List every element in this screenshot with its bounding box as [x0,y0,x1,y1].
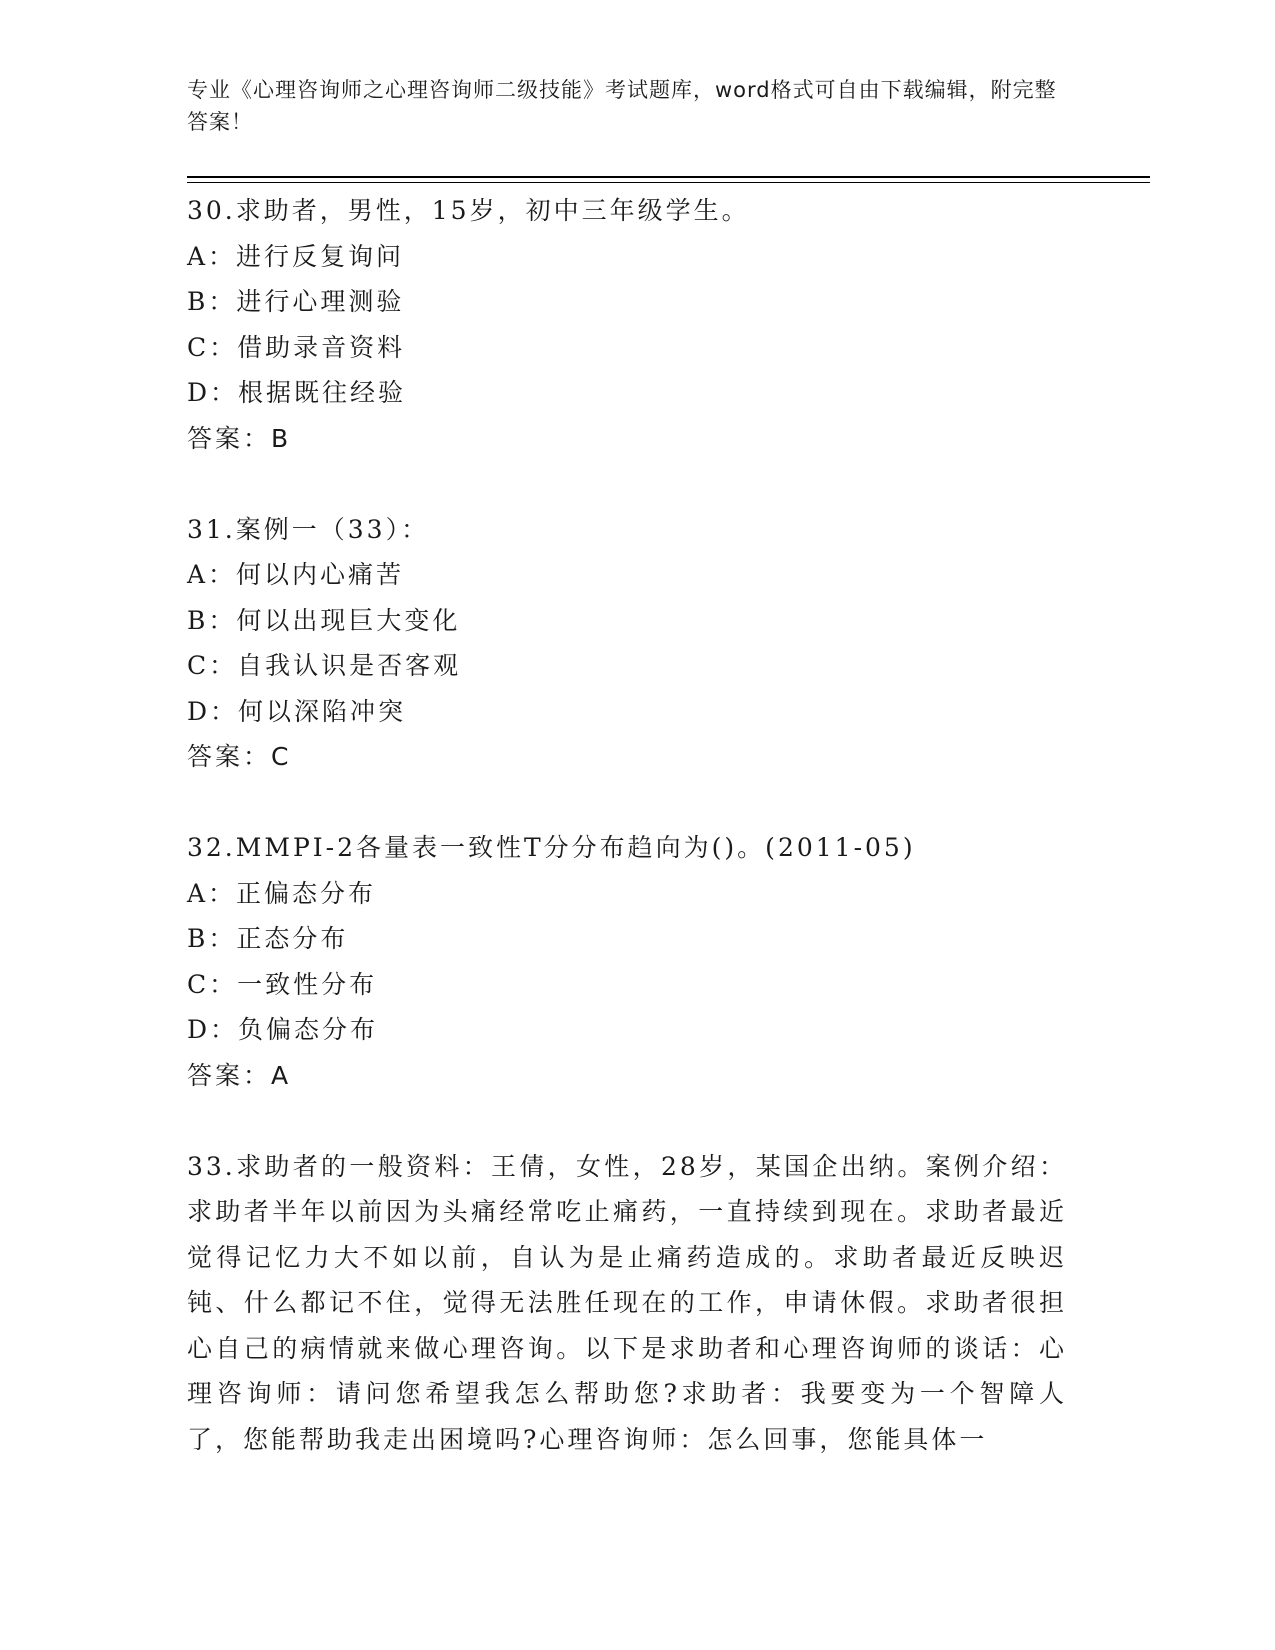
question-33-case-text: 33.求助者的一般资料：王倩，女性，28岁，某国企出纳。案例介绍：求助者半年以前因为头痛经常吃止痛药，一直持续到现在。求助者最近觉得记忆力大不如以前，自认为是止痛药造成的。求助者最近反映迟钝、什么都记不住，觉得无法胜任现在的工作，申请休假。求助者很担心自己的病情就来做心理咨询。以下是求助者和心理咨询师的谈话：心理咨询师：请问您希望我怎么帮助您?求助者：我要变为一个智障人了，您能帮助我走出困境吗?心理咨询师：怎么回事，您能具体一 [187,1151,1067,1454]
option-d: D：负偏态分布 [187,1015,379,1044]
spacer [187,1098,1067,1144]
spacer [187,780,1067,826]
question-31 [187,507,1067,780]
question-32 [187,825,1067,1098]
spacer [187,461,1067,507]
option-d: D：根据既往经验 [187,378,407,407]
option-a: A：进行反复询问 [187,241,405,271]
header-rule-thick [187,176,1150,178]
question-stem: 32.MMPI-2各量表一致性T分分布趋向为()。(2011-05) [187,833,916,862]
option-a: A：正偏态分布 [187,878,377,908]
document-header: 专业《心理咨询师之心理咨询师二级技能》考试题库，word格式可自由下载编辑，附完整答案！ [187,78,1057,134]
answer: 答案：A [187,1060,292,1090]
answer: 答案：B [187,423,292,453]
option-a: A：何以内心痛苦 [187,560,405,589]
option-c: C：一致性分布 [187,969,378,999]
header-rule-thin [187,182,1150,183]
question-list [187,188,1067,1462]
question-30 [187,188,1067,461]
option-b: B：何以出现巨大变化 [187,605,461,635]
question-stem: 31.案例一（33）： [187,514,430,544]
option-c: C：自我认识是否客观 [187,651,462,680]
option-d: D：何以深陷冲突 [187,696,407,726]
option-b: B：进行心理测验 [187,287,405,316]
answer: 答案：C [187,742,292,771]
option-c: C：借助录音资料 [187,332,406,362]
option-b: B：正态分布 [187,924,349,953]
question-stem: 30.求助者，男性，15岁，初中三年级学生。 [187,196,750,225]
